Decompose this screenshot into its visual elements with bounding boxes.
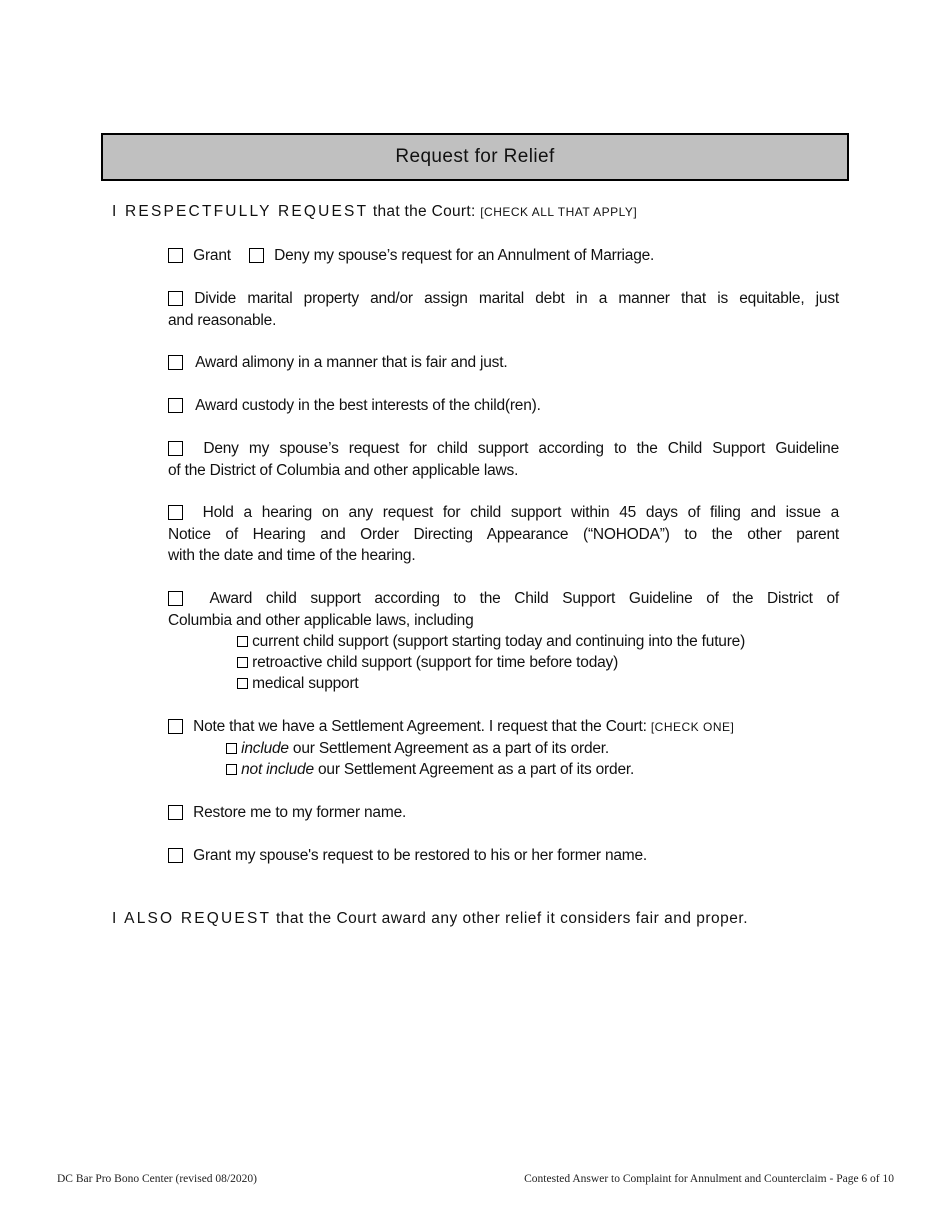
- hearing-line1: Hold a hearing on any request for child support within 45 days of filing and issue a: [202, 504, 839, 521]
- intro-caps: I RESPECTFULLY REQUEST: [112, 203, 369, 220]
- include-agreement-label: our Settlement Agreement as a part of its order.: [288, 740, 610, 757]
- not-include-agreement-label: our Settlement Agreement as a part of its order.: [313, 761, 635, 778]
- retroactive-support-checkbox[interactable]: [237, 657, 248, 668]
- not-include-emphasis: not include: [241, 761, 314, 778]
- settlement-checkbox[interactable]: [168, 719, 183, 734]
- grant-checkbox[interactable]: [168, 248, 183, 263]
- intro-text: that the Court:: [368, 203, 481, 220]
- property-line1: Divide marital property and/or assign marital debt in a manner that is equitable, just: [194, 290, 839, 307]
- option-hearing: [168, 502, 839, 567]
- property-line2: and reasonable.: [168, 311, 277, 329]
- restore-me-label: Restore me to my former name.: [193, 804, 407, 821]
- sub-current-support: [237, 631, 745, 653]
- medical-support-checkbox[interactable]: [237, 678, 248, 689]
- option-annulment: [168, 245, 839, 267]
- deny-support-line1: Deny my spouse’s request for child support according to the Child Support Guideline: [203, 440, 840, 457]
- footer-left: DC Bar Pro Bono Center (revised 08/2020): [57, 1173, 257, 1185]
- award-support-line2: Columbia and other applicable laws, including: [168, 611, 474, 629]
- option-restore-spouse: [168, 845, 839, 867]
- deny-support-checkbox[interactable]: [168, 441, 183, 456]
- sub-not-include-agreement: [226, 759, 634, 781]
- option-settlement: [168, 716, 839, 739]
- grant-label: Grant: [193, 247, 231, 264]
- custody-checkbox[interactable]: [168, 398, 183, 413]
- alimony-checkbox[interactable]: [168, 355, 183, 370]
- option-award-support: [168, 588, 839, 631]
- deny-annulment-label: Deny my spouse’s request for an Annulment of Marriage.: [274, 247, 655, 264]
- settlement-instruction: [CHECK ONE]: [650, 720, 735, 734]
- current-support-label: current child support (support starting today and continuing into the future): [252, 633, 746, 650]
- section-title: Request for Relief: [395, 146, 555, 167]
- footer-right: Contested Answer to Complaint for Annulment and Counterclaim - Page 6 of 10: [524, 1173, 894, 1185]
- current-support-checkbox[interactable]: [237, 636, 248, 647]
- medical-support-label: medical support: [252, 675, 359, 692]
- sub-retroactive-support: [237, 652, 618, 674]
- option-property: [168, 288, 839, 331]
- retroactive-support-label: retroactive child support (support for time before today): [252, 654, 619, 671]
- award-support-line1: Award child support according to the Child Support Guideline of the District of: [209, 590, 839, 607]
- closing-caps: I ALSO REQUEST: [112, 910, 272, 927]
- deny-annulment-checkbox[interactable]: [249, 248, 264, 263]
- settlement-label: Note that we have a Settlement Agreement. I request that the Court:: [193, 718, 651, 735]
- option-deny-support: [168, 438, 839, 481]
- hearing-checkbox[interactable]: [168, 505, 183, 520]
- property-checkbox[interactable]: [168, 291, 183, 306]
- restore-spouse-checkbox[interactable]: [168, 848, 183, 863]
- closing-request: [112, 910, 748, 928]
- option-alimony: [168, 352, 839, 374]
- intro-request: [112, 203, 637, 221]
- option-restore-me: [168, 802, 839, 824]
- include-emphasis: include: [241, 740, 289, 757]
- sub-medical-support: [237, 673, 359, 695]
- closing-text: that the Court award any other relief it considers fair and proper.: [271, 910, 749, 927]
- include-agreement-checkbox[interactable]: [226, 743, 237, 754]
- custody-label: Award custody in the best interests of the child(ren).: [195, 397, 541, 414]
- not-include-agreement-checkbox[interactable]: [226, 764, 237, 775]
- deny-support-line2: of the District of Columbia and other applicable laws.: [168, 461, 519, 479]
- section-header: [101, 133, 849, 181]
- option-custody: [168, 395, 839, 417]
- intro-instruction: [CHECK ALL THAT APPLY]: [480, 205, 638, 219]
- hearing-line2: Notice of Hearing and Order Directing Appearance (“NOHODA”) to the other parent: [168, 525, 839, 543]
- hearing-line3: with the date and time of the hearing.: [168, 547, 416, 564]
- restore-spouse-label: Grant my spouse's request to be restored to his or her former name.: [193, 847, 648, 864]
- award-support-checkbox[interactable]: [168, 591, 183, 606]
- alimony-label: Award alimony in a manner that is fair and just.: [195, 354, 508, 371]
- sub-include-agreement: [226, 738, 609, 760]
- restore-me-checkbox[interactable]: [168, 805, 183, 820]
